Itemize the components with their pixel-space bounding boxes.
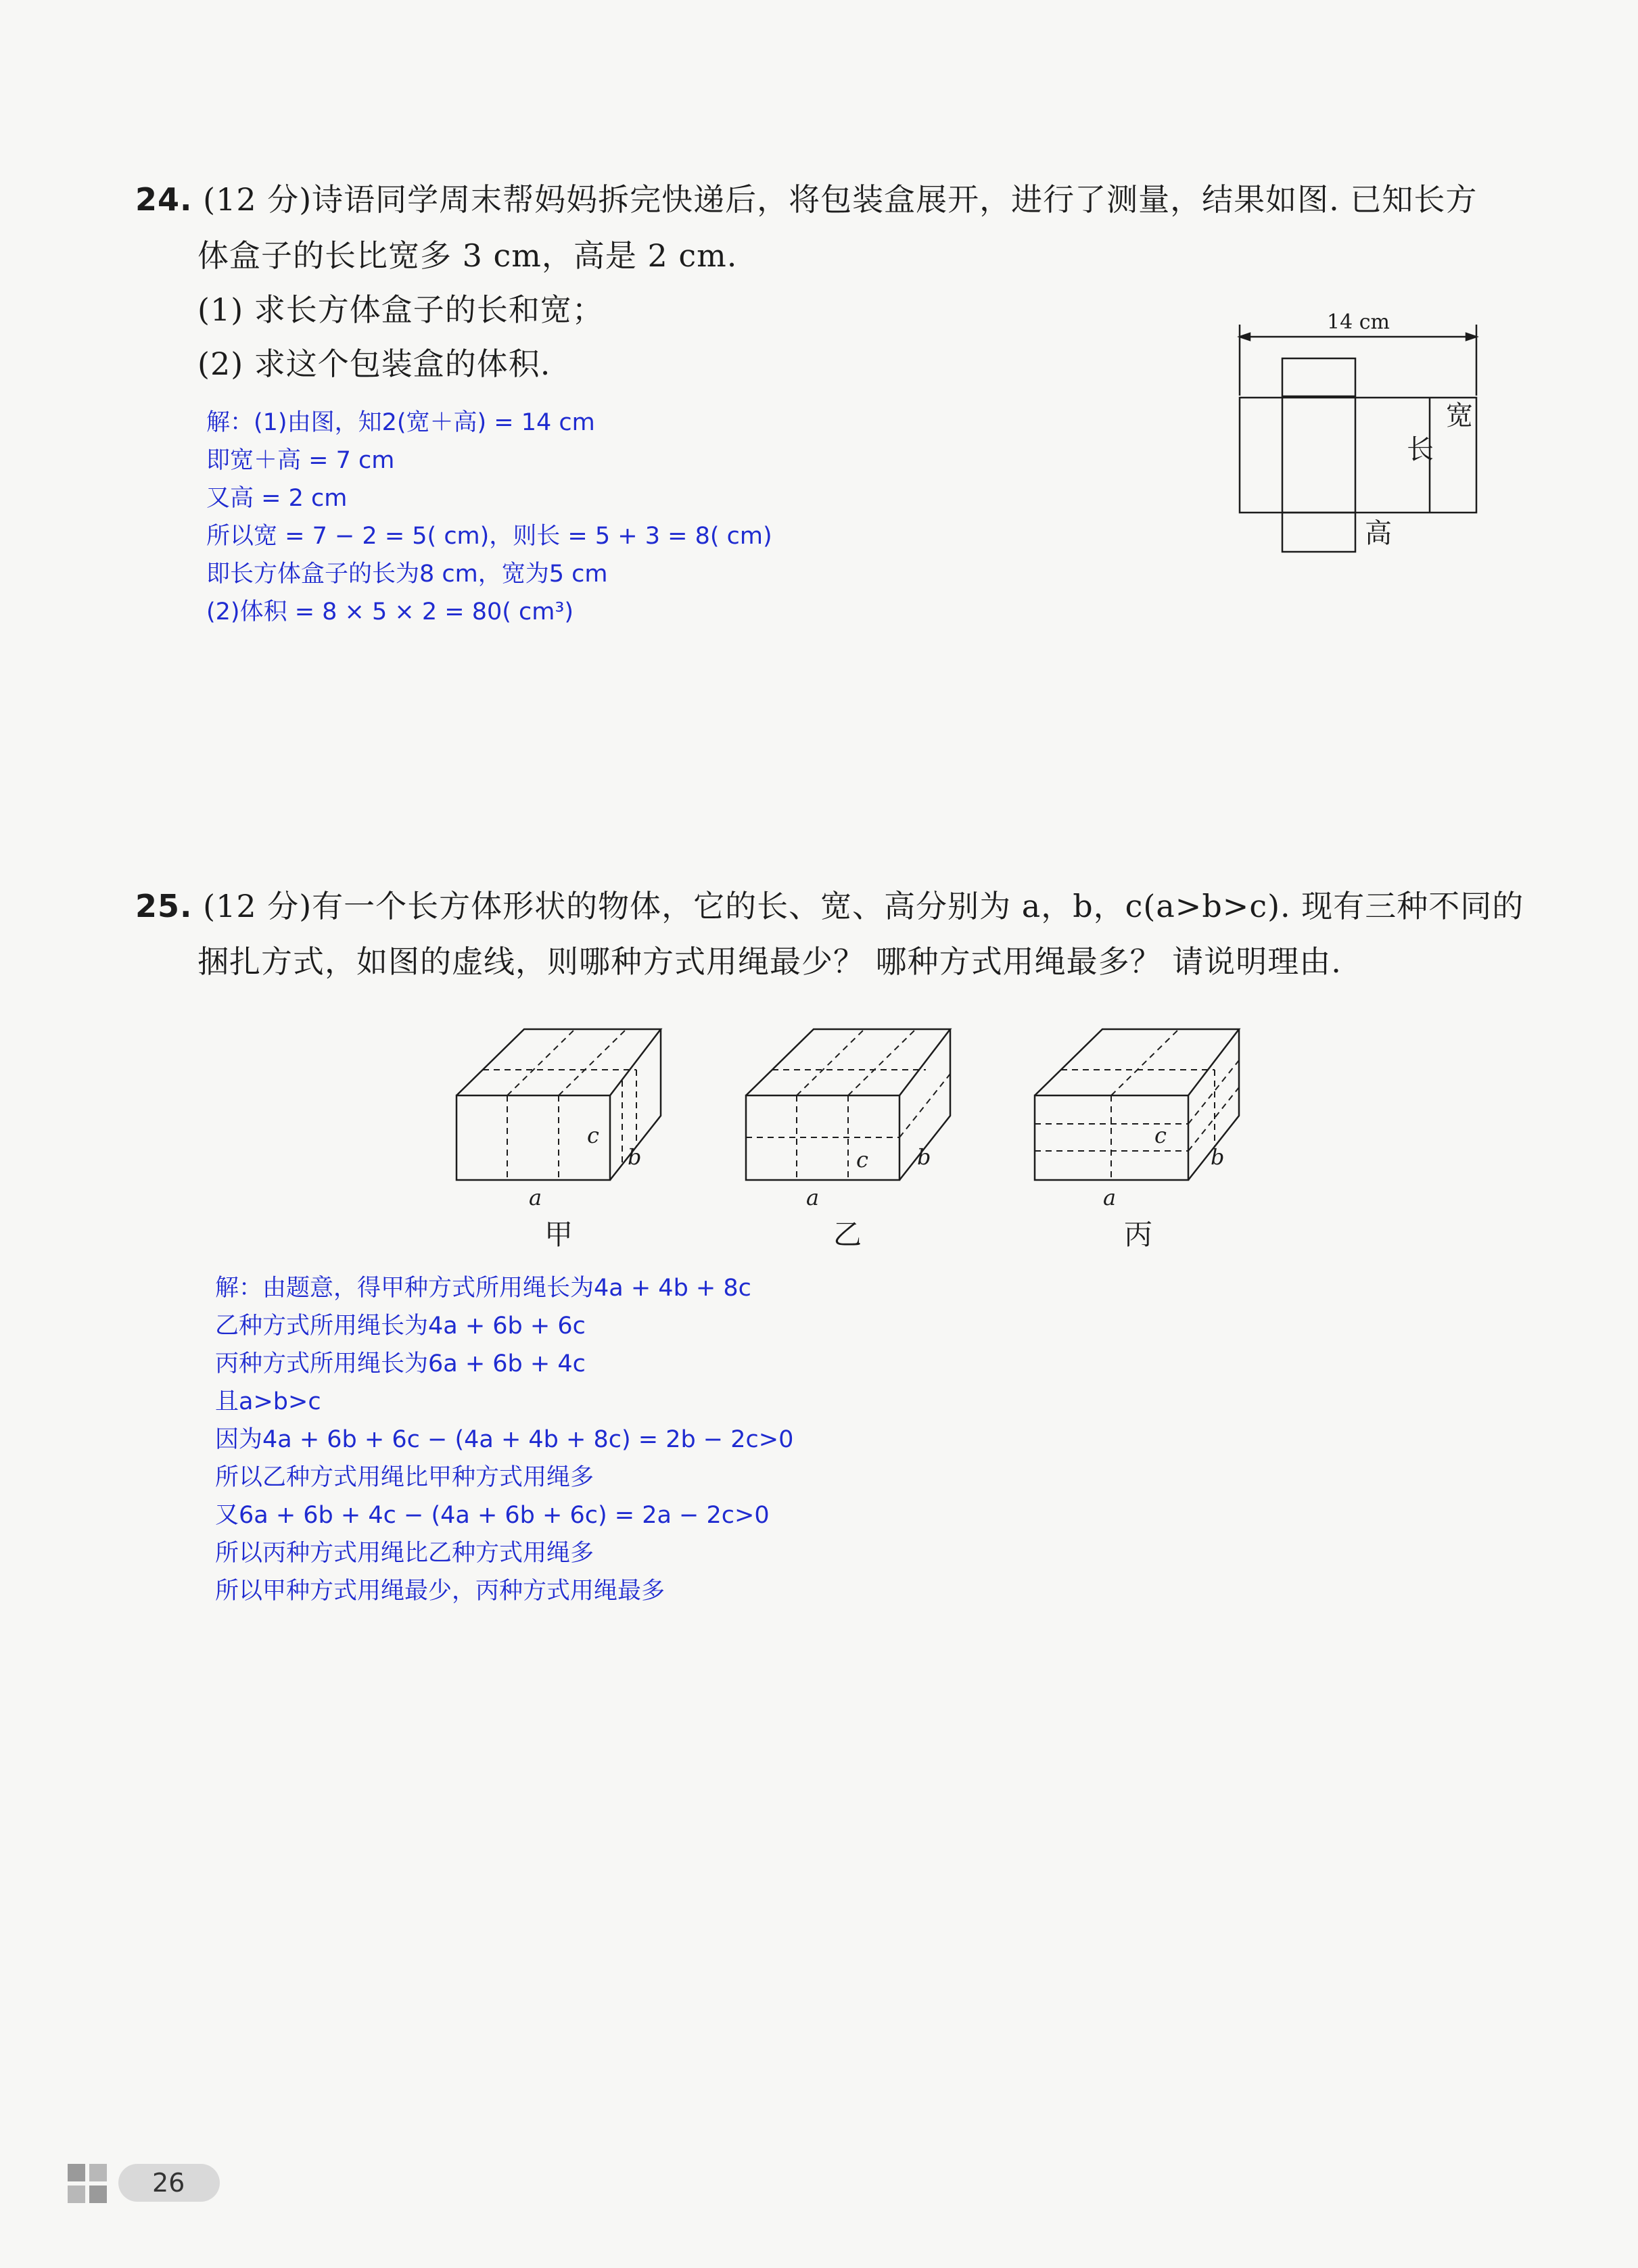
- label-height: 高: [1365, 518, 1392, 549]
- label-c: c: [587, 1123, 599, 1148]
- answer-line: 即长方体盒子的长为8 cm，宽为5 cm: [206, 561, 608, 588]
- q24-line1: [135, 179, 1477, 220]
- q24-answer: [206, 404, 772, 631]
- answer-line: 解：(1)由图，知2(宽＋高) = 14 cm: [206, 409, 595, 436]
- label-b: b: [917, 1144, 931, 1170]
- answer-line: (2)体积 = 8 × 5 × 2 = 80( cm³): [206, 598, 574, 625]
- caption-jia: 甲: [544, 1218, 574, 1251]
- label-c: c: [856, 1147, 868, 1173]
- q25-answer: [215, 1269, 793, 1610]
- q25-number: 25.: [135, 888, 193, 924]
- q25-stem-1: (12 分)有一个长方体形状的物体，它的长、宽、高分别为 a，b，c(a>b>c). 现有三种不同的: [203, 888, 1524, 924]
- answer-line: 又高 = 2 cm: [206, 485, 348, 512]
- q24-subquestion-1: (1) 求长方体盒子的长和宽；: [197, 291, 604, 328]
- label-a: a: [1103, 1185, 1117, 1210]
- caption-yi: 乙: [833, 1218, 862, 1251]
- q25-line1: [135, 886, 1524, 926]
- box-figure-yi: [736, 1014, 966, 1210]
- label-c: c: [1154, 1123, 1167, 1148]
- label-a: a: [806, 1185, 820, 1210]
- caption-bing: 丙: [1124, 1218, 1153, 1251]
- q24-stem-1: (12 分)诗语同学周末帮妈妈拆完快递后，将包装盒展开，进行了测量，结果如图. 已知长方: [203, 181, 1478, 218]
- q24-number: 24.: [135, 181, 193, 218]
- answer-line: 且a>b>c: [215, 1388, 321, 1415]
- answer-line: 所以乙种方式用绳比甲种方式用绳多: [215, 1464, 594, 1491]
- answer-line: 即宽＋高 = 7 cm: [206, 447, 395, 474]
- net-horizontal-band: [1240, 398, 1476, 513]
- answer-line: 所以丙种方式用绳比乙种方式用绳多: [215, 1540, 594, 1567]
- answer-line: 所以宽 = 7 − 2 = 5( cm)，则长 = 5 + 3 = 8( cm): [206, 523, 772, 550]
- page-number: 26: [118, 2164, 220, 2202]
- answer-line: 又6a + 6b + 4c − (4a + 6b + 6c) = 2a − 2c>0: [215, 1502, 770, 1529]
- q24-subquestion-2: (2) 求这个包装盒的体积.: [197, 346, 551, 382]
- label-b: b: [1211, 1144, 1225, 1170]
- answer-line: 丙种方式所用绳长为6a + 6b + 4c: [215, 1350, 586, 1377]
- answer-line: 因为4a + 6b + 6c − (4a + 4b + 8c) = 2b − 2c>0: [215, 1426, 794, 1453]
- q24-stem-2: 体盒子的长比宽多 3 cm，高是 2 cm.: [197, 237, 738, 274]
- answer-line: 所以甲种方式用绳最少，丙种方式用绳最多: [215, 1578, 665, 1605]
- label-width: 宽: [1446, 400, 1473, 431]
- q24-box-net-figure: [1217, 304, 1488, 561]
- box-figure-jia: [446, 1014, 676, 1210]
- label-length: 长: [1407, 434, 1434, 465]
- dimension-label: 14 cm: [1327, 310, 1390, 334]
- answer-line: 解：由题意，得甲种方式所用绳长为4a + 4b + 8c: [215, 1275, 751, 1302]
- label-a: a: [529, 1185, 542, 1210]
- answer-line: 乙种方式所用绳长为4a + 6b + 6c: [215, 1313, 586, 1340]
- box-figure-bing: [1025, 1014, 1255, 1210]
- q25-stem-2: 捆扎方式，如图的虚线，则哪种方式用绳最少？ 哪种方式用绳最多？ 请说明理由.: [197, 943, 1342, 980]
- label-b: b: [628, 1144, 642, 1170]
